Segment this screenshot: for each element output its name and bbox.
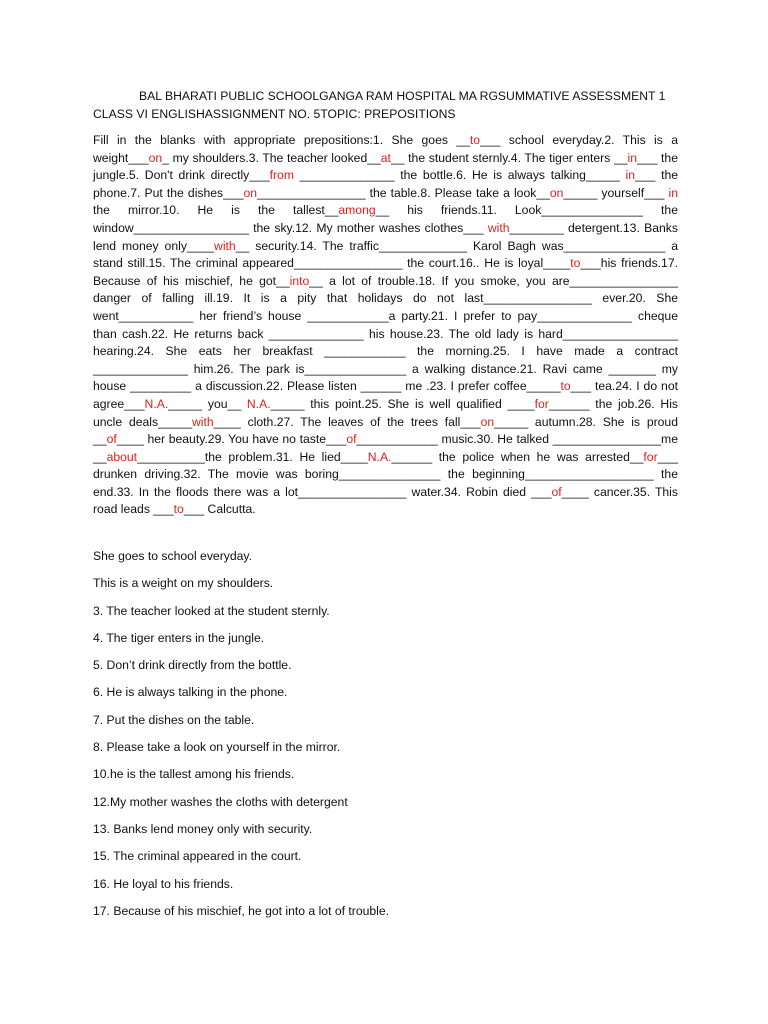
exercise-text: ____________ music.30. He talked ________________me __ bbox=[93, 432, 678, 464]
exercise-text: __ security.14. The traffic_____________ Karol Bagh was_______________ a stand still.15. The criminal appeared________________ the court.16.. He is loyal____ bbox=[93, 238, 678, 271]
exercise-text: ______________ the bottle.6. He is always talking_____ bbox=[293, 168, 626, 183]
answer-sentence: She goes to school everyday. bbox=[93, 549, 252, 563]
filled-answer: to bbox=[173, 502, 184, 517]
exercise-text: ___ school everyday.2. This is a weight___ bbox=[93, 133, 678, 165]
answer-sentence: 17. Because of his mischief, he got into a lot of trouble. bbox=[93, 903, 390, 918]
exercise-text: ___ tea.24. I do not agree___ bbox=[93, 379, 678, 411]
filled-answer: from bbox=[269, 168, 294, 183]
filled-answer: on bbox=[549, 185, 564, 200]
exercise-text: __ a lot of trouble.18. If you smoke, you are________________ danger of falling ill.19. It is a pity that holidays do not last________________ ever.20. She went___________ her friend’s house ____________a party.21. I prefer to pay______________ cheque than cash.22. He returns back ______________ his house.23. The old lady is hard_________________ hearing.24. She eats her breakfast ____________ the morning.25. I have made a contract ______________ him.26. The park is_______________ a walking distance.21. Ravi came _______ my house _________ a discussion.22. Please listen ______ me .23. I prefer coffee_____ bbox=[93, 273, 679, 394]
answer-sentence: 15. The criminal appeared in the court. bbox=[93, 849, 302, 864]
answer-sentence: 10.he is the tallest among his friends. bbox=[93, 767, 295, 782]
filled-answer: of bbox=[106, 432, 117, 447]
answer-sentence: 16. He loyal to his friends. bbox=[93, 876, 234, 891]
filled-answer: N.A. bbox=[367, 449, 392, 464]
exercise-text: __ his friends.11. Look_______________ the window_________________ the sky.12. My mother washes clothes___ bbox=[93, 203, 678, 235]
filled-answer: N.A. bbox=[144, 396, 169, 411]
filled-answer: of bbox=[346, 432, 357, 447]
filled-answer: about bbox=[106, 449, 138, 464]
exercise-text: the mirror.10. He is the tallest__ bbox=[93, 203, 339, 218]
header-line-2: CLASS VI ENGLISHASSIGNMENT NO. 5TOPIC: PREPOSITIONS bbox=[93, 106, 456, 121]
exercise-text: ___his friends.17. Because of his mischief, he got__ bbox=[93, 256, 678, 288]
filled-answer: of bbox=[551, 484, 562, 499]
answer-sentence: 13. Banks lend money only with security. bbox=[93, 821, 313, 836]
answer-sentence: 3. The teacher looked at the student sternly. bbox=[93, 603, 330, 618]
answer-sentence: 7. Put the dishes on the table. bbox=[93, 712, 255, 727]
answer-sentence: 4. The tiger enters in the jungle. bbox=[93, 630, 265, 645]
exercise-text: _____ yourself___ bbox=[563, 185, 669, 200]
filled-answer: for bbox=[643, 449, 658, 464]
filled-answer: with bbox=[487, 220, 510, 235]
filled-answer: in bbox=[625, 168, 636, 183]
filled-answer: with bbox=[214, 238, 236, 253]
exercise-text: _____ you__ bbox=[168, 396, 247, 411]
exercise-text: ____ her beauty.29. You have no taste___ bbox=[116, 432, 347, 447]
filled-answer: in bbox=[627, 150, 638, 165]
exercise-text: ___ drunken driving.32. The movie was boring_______________ the beginning___________________ the end.33. In the floods there was a lot________________ water.34. Robin died ___ bbox=[93, 449, 678, 499]
filled-answer: into bbox=[289, 273, 310, 288]
header-line-1: BAL BHARATI PUBLIC SCHOOLGANGA RAM HOSPITAL MA RGSUMMATIVE ASSESSMENT 1 bbox=[139, 89, 666, 103]
exercise-text: ___ the jungle.5. Don't drink directly___ bbox=[93, 150, 678, 183]
answer-sentence: 5. Don’t drink directly from the bottle. bbox=[93, 658, 292, 673]
answer-sentence: 8. Please take a look on yourself in the mirror. bbox=[93, 740, 341, 755]
answer-sentence: This is a weight on my shoulders. bbox=[93, 576, 274, 591]
answer-list bbox=[93, 548, 678, 930]
exercise-text: _____ this point.25. She is well qualified ____ bbox=[270, 396, 535, 411]
exercise-text: _ my shoulders.3. The teacher looked__ bbox=[162, 150, 381, 165]
filled-answer: on bbox=[148, 150, 163, 165]
exercise-text: _____ autumn.28. She is proud __ bbox=[93, 414, 678, 447]
exercise-text: Fill in the blanks with appropriate prepositions:1. She goes __ bbox=[93, 133, 470, 147]
filled-answer: for bbox=[534, 396, 549, 411]
exercise-text: __________the problem.31. He lied____ bbox=[137, 449, 368, 464]
exercise-text: ____ cloth.27. The leaves of the trees fall___ bbox=[213, 414, 481, 429]
answer-sentence: 12.My mother washes the cloths with detergent bbox=[93, 794, 348, 809]
exercise-text: ____ cancer.35. This road leads ___ bbox=[93, 484, 678, 517]
filled-answer: to bbox=[570, 256, 581, 271]
exercise-text: __ the student sternly.4. The tiger enters __ bbox=[390, 150, 628, 165]
answer-sentence: 6. He is always talking in the phone. bbox=[93, 685, 288, 700]
filled-answer: among bbox=[338, 203, 376, 218]
document-header bbox=[93, 88, 673, 123]
filled-answer: to bbox=[469, 133, 481, 147]
exercise-text: ________________ the table.8. Please take a look__ bbox=[257, 185, 550, 200]
filled-answer: on bbox=[480, 414, 495, 429]
exercise-text: ________ detergent.13. Banks lend money only____ bbox=[93, 220, 678, 253]
filled-answer: in bbox=[668, 185, 679, 200]
filled-answer: N.A. bbox=[246, 396, 271, 411]
exercise-text: ______ the job.26. His uncle deals_____ bbox=[93, 396, 678, 429]
filled-answer: with bbox=[191, 414, 214, 429]
filled-answer: to bbox=[560, 379, 571, 394]
filled-answer: on bbox=[243, 185, 258, 200]
exercise-text: ______ the police when he was arrested__ bbox=[391, 449, 644, 464]
exercise-paragraph bbox=[93, 132, 678, 519]
exercise-text: ___ Calcutta. bbox=[183, 502, 256, 517]
filled-answer: at bbox=[380, 150, 391, 165]
exercise-text: ___ the phone.7. Put the dishes___ bbox=[93, 168, 679, 200]
